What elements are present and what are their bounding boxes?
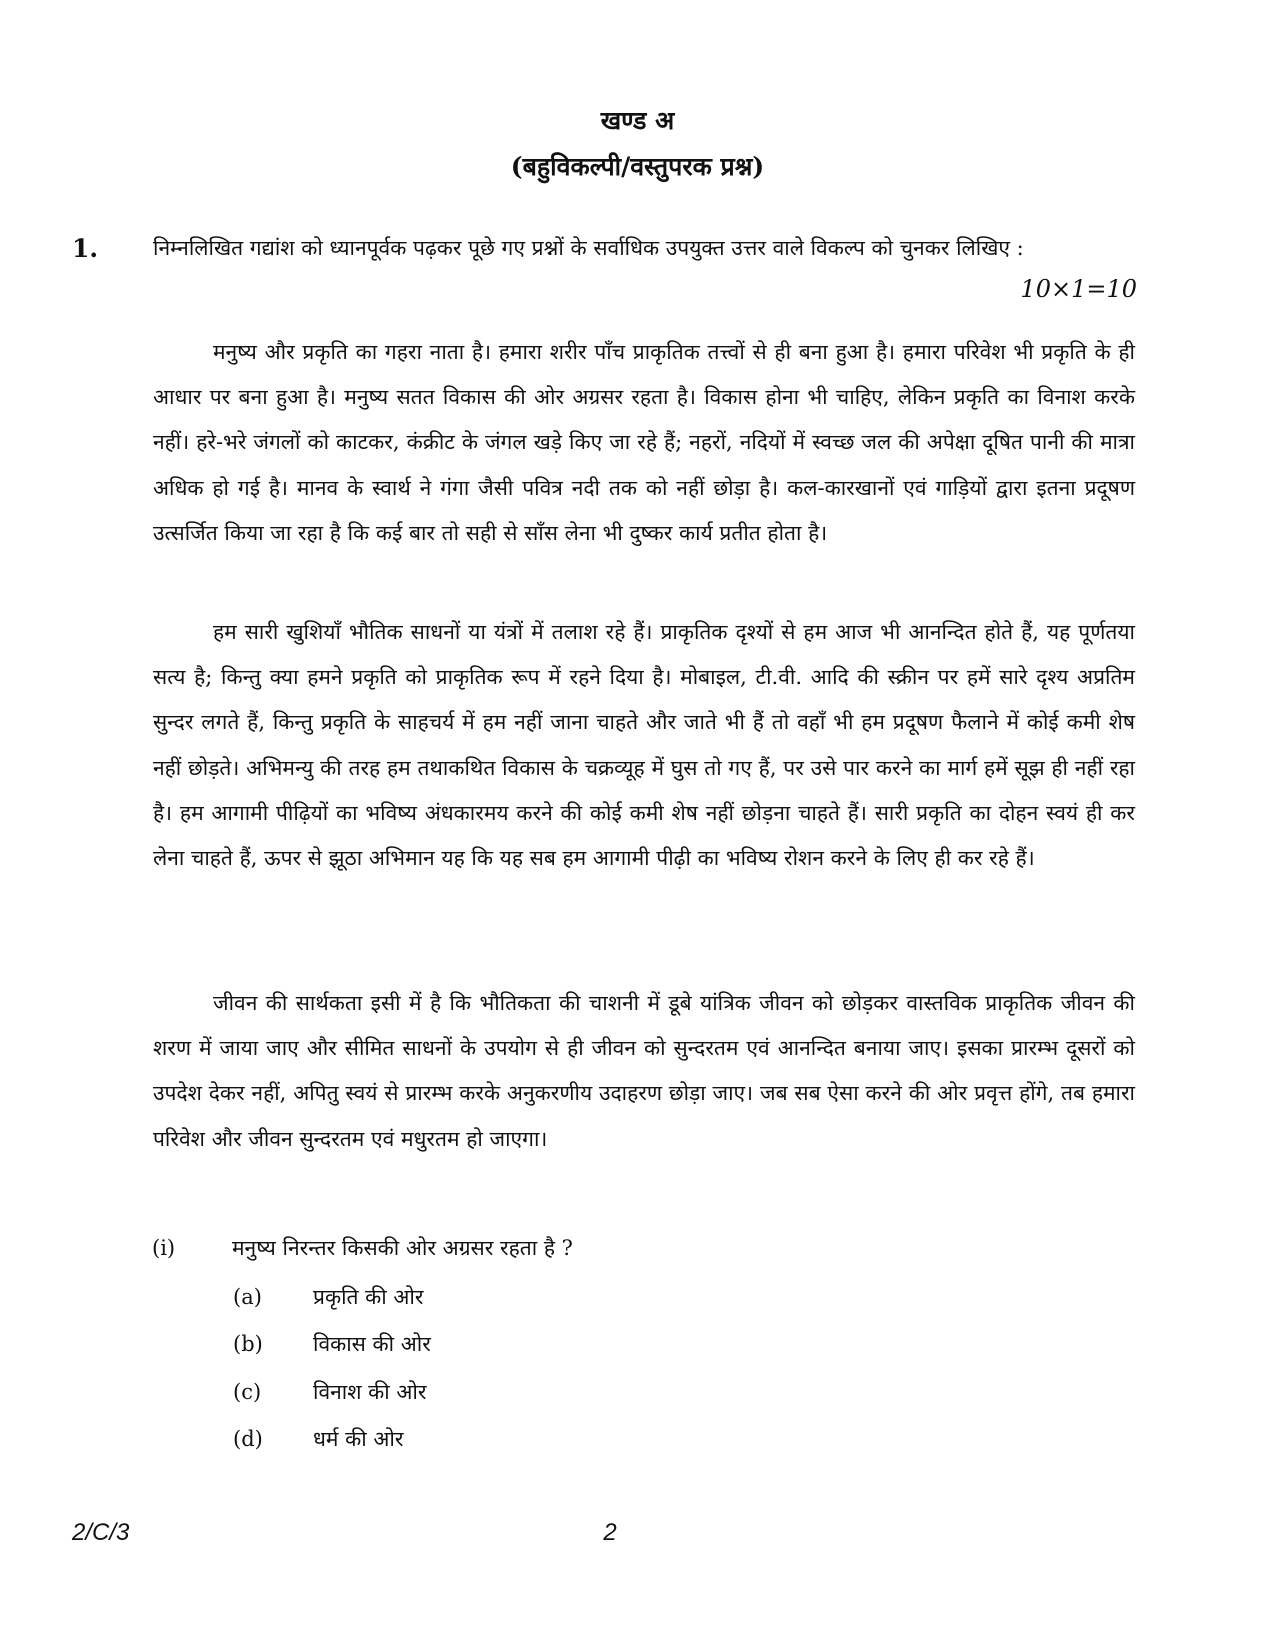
option-c	[233, 1376, 833, 1408]
section-subtitle: (बहुविकल्पी/वस्तुपरक प्रश्न)	[510, 152, 765, 181]
option-text: धर्म की ओर	[313, 1427, 404, 1451]
question-marks: 10×1=10	[1020, 275, 1137, 303]
passage-paragraph-1: मनुष्य और प्रकृति का गहरा नाता है। हमारा शरीर पाँच प्राकृतिक तत्त्वों से ही बना हुआ है। हमारा परिवेश भी प्रकृति के ही आधार पर बना हुआ है। मनुष्य सतत विकास की ओर अग्रसर रहता है। विकास होना भी चाहिए, लेकिन प्रकृति का विनाश करके नहीं। हरे-भरे जंगलों को काटकर, कंक्रीट के जंगल खड़े किए जा रहे हैं; नहरों, नदियों में स्वच्छ जल की अपेक्षा दूषित पानी की मात्रा अधिक हो गई है। मानव के स्वार्थ ने गंगा जैसी पवित्र नदी तक को नहीं छोड़ा है। कल-कारखानों एवं गाड़ियों द्वारा इतना प्रदूषण उत्सर्जित किया जा रहा है कि कई बार तो सही से साँस लेना भी दुष्कर कार्य प्रतीत होता है।	[153, 340, 1135, 545]
option-text: विनाश की ओर	[313, 1380, 427, 1404]
option-d	[233, 1423, 833, 1455]
section-title: खण्ड अ	[600, 106, 675, 135]
sub-question-number: (i)	[152, 1236, 176, 1260]
question-instruction: निम्नलिखित गद्यांश को ध्यानपूर्वक पढ़कर पूछे गए प्रश्नों के सर्वाधिक उपयुक्त उत्तर वाले विकल्प को चुनकर लिखिए :	[153, 236, 1024, 260]
passage-paragraph-3: जीवन की सार्थकता इसी में है कि भौतिकता की चाशनी में डूबे यांत्रिक जीवन को छोड़कर वास्तविक प्राकृतिक जीवन की शरण में जाया जाए और सीमित साधनों के उपयोग से ही जीवन को सुन्दरतम एवं आनन्दित बनाया जाए। इसका प्रारम्भ दूसरों को उपदेश देकर नहीं, अपितु स्वयं से प्रारम्भ करके अनुकरणीय उदाहरण छोड़ा जाए। जब सब ऐसा करने की ओर प्रवृत्त होंगे, तब हमारा परिवेश और जीवन सुन्दरतम एवं मधुरतम हो जाएगा।	[153, 991, 1135, 1151]
passage-paragraph-2: हम सारी खुशियाँ भौतिक साधनों या यंत्रों में तलाश रहे हैं। प्राकृतिक दृश्यों से हम आज भी आनन्दित होते हैं, यह पूर्णतया सत्य है; किन्तु क्या हमने प्रकृति को प्राकृतिक रूप में रहने दिया है। मोबाइल, टी.वी. आदि की स्क्रीन पर हमें सारे दृश्य अप्रतिम सुन्दर लगते हैं, किन्तु प्रकृति के साहचर्य में हम नहीं जाना चाहते और जाते भी हैं तो वहाँ भी हम प्रदूषण फैलाने में कोई कमी शेष नहीं छोड़ते। अभिमन्यु की तरह हम तथाकथित विकास के चक्रव्यूह में घुस तो गए हैं, पर उसे पार करने का मार्ग हमें सूझ ही नहीं रहा है। हम आगामी पीढ़ियों का भविष्य अंधकारमय करने की कोई कमी शेष नहीं छोड़ना चाहते हैं। सारी प्रकृति का दोहन स्वयं ही कर लेना चाहते हैं, ऊपर से झूठा अभिमान यह कि यह सब हम आगामी पीढ़ी का भविष्य रोशन करने के लिए ही कर रहे हैं।	[153, 620, 1135, 871]
paper-code: 2/C/3	[72, 1519, 130, 1546]
option-label: (b)	[233, 1332, 263, 1356]
option-text: विकास की ओर	[313, 1332, 431, 1356]
option-b	[233, 1328, 833, 1360]
option-label: (c)	[233, 1380, 262, 1404]
sub-question-text: मनुष्य निरन्तर किसकी ओर अग्रसर रहता है ?	[232, 1236, 573, 1260]
option-a	[233, 1281, 833, 1313]
option-label: (d)	[233, 1427, 263, 1451]
option-label: (a)	[233, 1285, 262, 1309]
option-text: प्रकृति की ओर	[313, 1285, 424, 1309]
page-number: 2	[603, 1519, 617, 1546]
question-number: 1.	[72, 234, 99, 263]
